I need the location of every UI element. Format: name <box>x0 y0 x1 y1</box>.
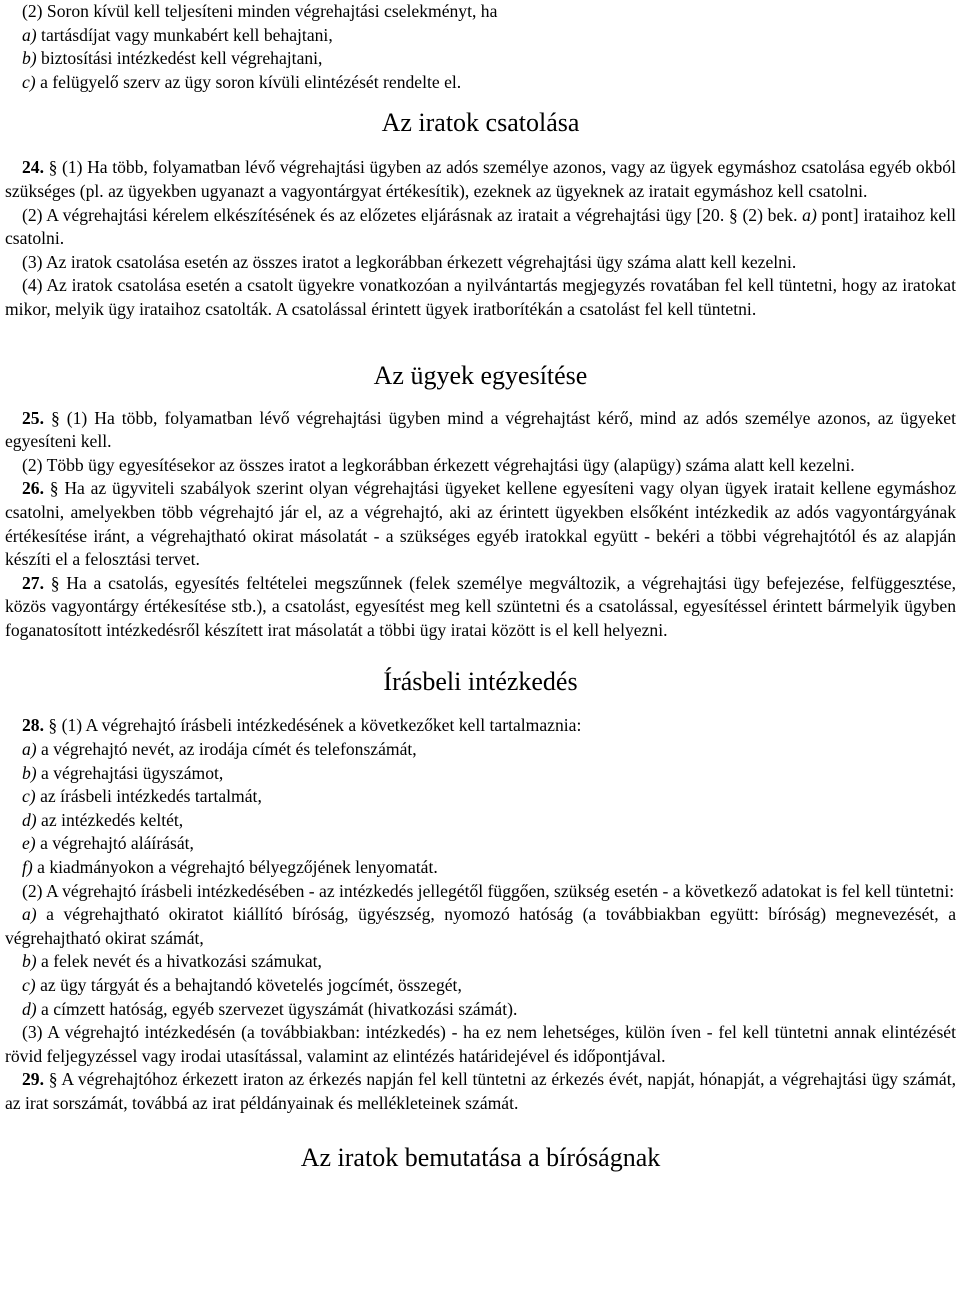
list-item: b) a végrehajtási ügyszámot, <box>22 762 224 783</box>
list-item: a) a végrehajtható okiratot kiállító bíróság, ügyészség, nyomozó hatóság (a továbbiakban együtt: bíróság) megnevezését, a végrehajtható okirat számát, <box>5 904 956 948</box>
list-item: a) a végrehajtó nevét, az irodája címét és telefonszámát, <box>22 739 417 760</box>
document-page <box>5 0 956 1173</box>
paragraph-25-2: (2) Több ügy egyesítésekor az összes iratot a legkorábban érkezett végrehajtási ügy (alapügy) száma alatt kell kezelni. <box>22 454 855 475</box>
paragraph-24-1: 24. § (1) Ha több, folyamatban lévő végrehajtási ügyben az adós személye azonos, vagy az ügyek egymáshoz csatolása egyéb okból szükséges (pl. az ügyekben ugyanazt a vagyontárgyat értékesítik), ezeknek az ügyeknek az iratait egymáshoz kell csatolni. <box>5 157 956 201</box>
list-item: c) a felügyelő szerv az ügy soron kívüli elintézését rendelte el. <box>22 71 462 92</box>
paragraph-27: 27. § Ha a csatolás, egyesítés feltételei megszűnnek (felek személye megváltozik, a végrehajtási ügy befejezése, felfüggesztése, közös vagyontárgy értékesítése stb.), a csatolást, egyesítést meg kell szüntetni és a csatolással, egyesítéssel érintett bármelyik ügyben foganatosított intézkedésről készített irat másolatát a többi ügy iratai között is el kell helyezni. <box>5 572 956 640</box>
list-item: b) biztosítási intézkedést kell végrehajtani, <box>22 48 323 69</box>
paragraph-28-2: (2) A végrehajtó írásbeli intézkedésében - az intézkedés jellegétől függően, szükség esetén - a következő adatokat is fel kell tüntetni: <box>22 880 955 901</box>
list-item: b) a felek nevét és a hivatkozási számukat, <box>22 951 322 972</box>
list-item: a) tartásdíjat vagy munkabért kell behajtani, <box>22 24 333 45</box>
paragraph-29: 29. § A végrehajtóhoz érkezett iraton az érkezés napján fel kell tüntetni az érkezés évét, napját, hónapját, a végrehajtási ügy számát, az irat sorszámát, továbbá az irat példányainak és mellékleteinek számát. <box>5 1069 956 1113</box>
section-heading: Az ügyek egyesítése <box>373 360 588 390</box>
section-heading: Az iratok csatolása <box>381 108 580 138</box>
paragraph-24-4: (4) Az iratok csatolása esetén a csatolt ügyekre vonatkozóan a nyilvántartás megjegyzés rovatában fel kell tüntetni, hogy az iratokat mikor, melyik ügy irataihoz csatolták. A csatolással érintett ügyek iratborítékán a csatolást fel kell tüntetni. <box>5 275 956 319</box>
list-item: c) az ügy tárgyát és a behajtandó követelés jogcímét, összegét, <box>22 975 462 995</box>
list-item: d) a címzett hatóság, egyéb szervezet ügyszámát (hivatkozási számát). <box>22 998 518 1019</box>
paragraph-25-1: 25. § (1) Ha több, folyamatban lévő végrehajtási ügyben mind a végrehajtást kérő, mind az adós személye azonos, az ügyeket egyesíteni kell. <box>5 407 956 452</box>
paragraph-24-3: (3) Az iratok csatolása esetén az összes iratot a legkorábban érkezett végrehajtási ügy száma alatt kell kezelni. <box>22 251 797 272</box>
paragraph-28-1: 28. § (1) A végrehajtó írásbeli intézkedésének a következőket kell tartalmaznia: <box>22 715 582 736</box>
section-heading: Írásbeli intézkedés <box>383 667 578 697</box>
list-item: c) az írásbeli intézkedés tartalmát, <box>22 786 262 807</box>
paragraph-24-2: (2) A végrehajtási kérelem elkészítésének és az előzetes eljárásnak az iratait a végrehajtási ügy [20. § (2) bek. a) pont] irataihoz kell csatolni. <box>5 204 956 249</box>
list-item: d) az intézkedés keltét, <box>22 809 184 830</box>
section-heading: Az iratok bemutatása a bíróságnak <box>300 1142 661 1172</box>
paragraph-26: 26. § Ha az ügyviteli szabályok szerint olyan végrehajtási ügyeket kellene egyesíteni vagy olyan ügyek iratait kellene egymáshoz csatolni, amelyekben több végrehajtó jár el, az a végrehajtó, aki az érintett ügyekben elsőként intézkedik az adós vagyontárgyának értékesítése iránt, a végrehajtható okirat másolatát - a szükséges egyéb iratokkal együtt - bekéri a többi végrehajtótól és az alapján készíti el a felosztási tervet. <box>5 478 956 570</box>
paragraph-28-3: (3) A végrehajtó intézkedésén (a továbbiakban: intézkedés) - ha ez nem lehetséges, külön íven - fel kell tüntetni annak elintézését rövid feljegyzéssel vagy irodai utasítással, valamint az elintézés határidejével és időpontjával. <box>5 1022 956 1066</box>
paragraph-intro-2: (2) Soron kívül kell teljesíteni minden végrehajtási cselekményt, ha <box>22 1 498 21</box>
list-item: e) a végrehajtó aláírását, <box>22 833 194 854</box>
list-item: f) a kiadmányokon a végrehajtó bélyegzőjének lenyomatát. <box>22 857 438 878</box>
